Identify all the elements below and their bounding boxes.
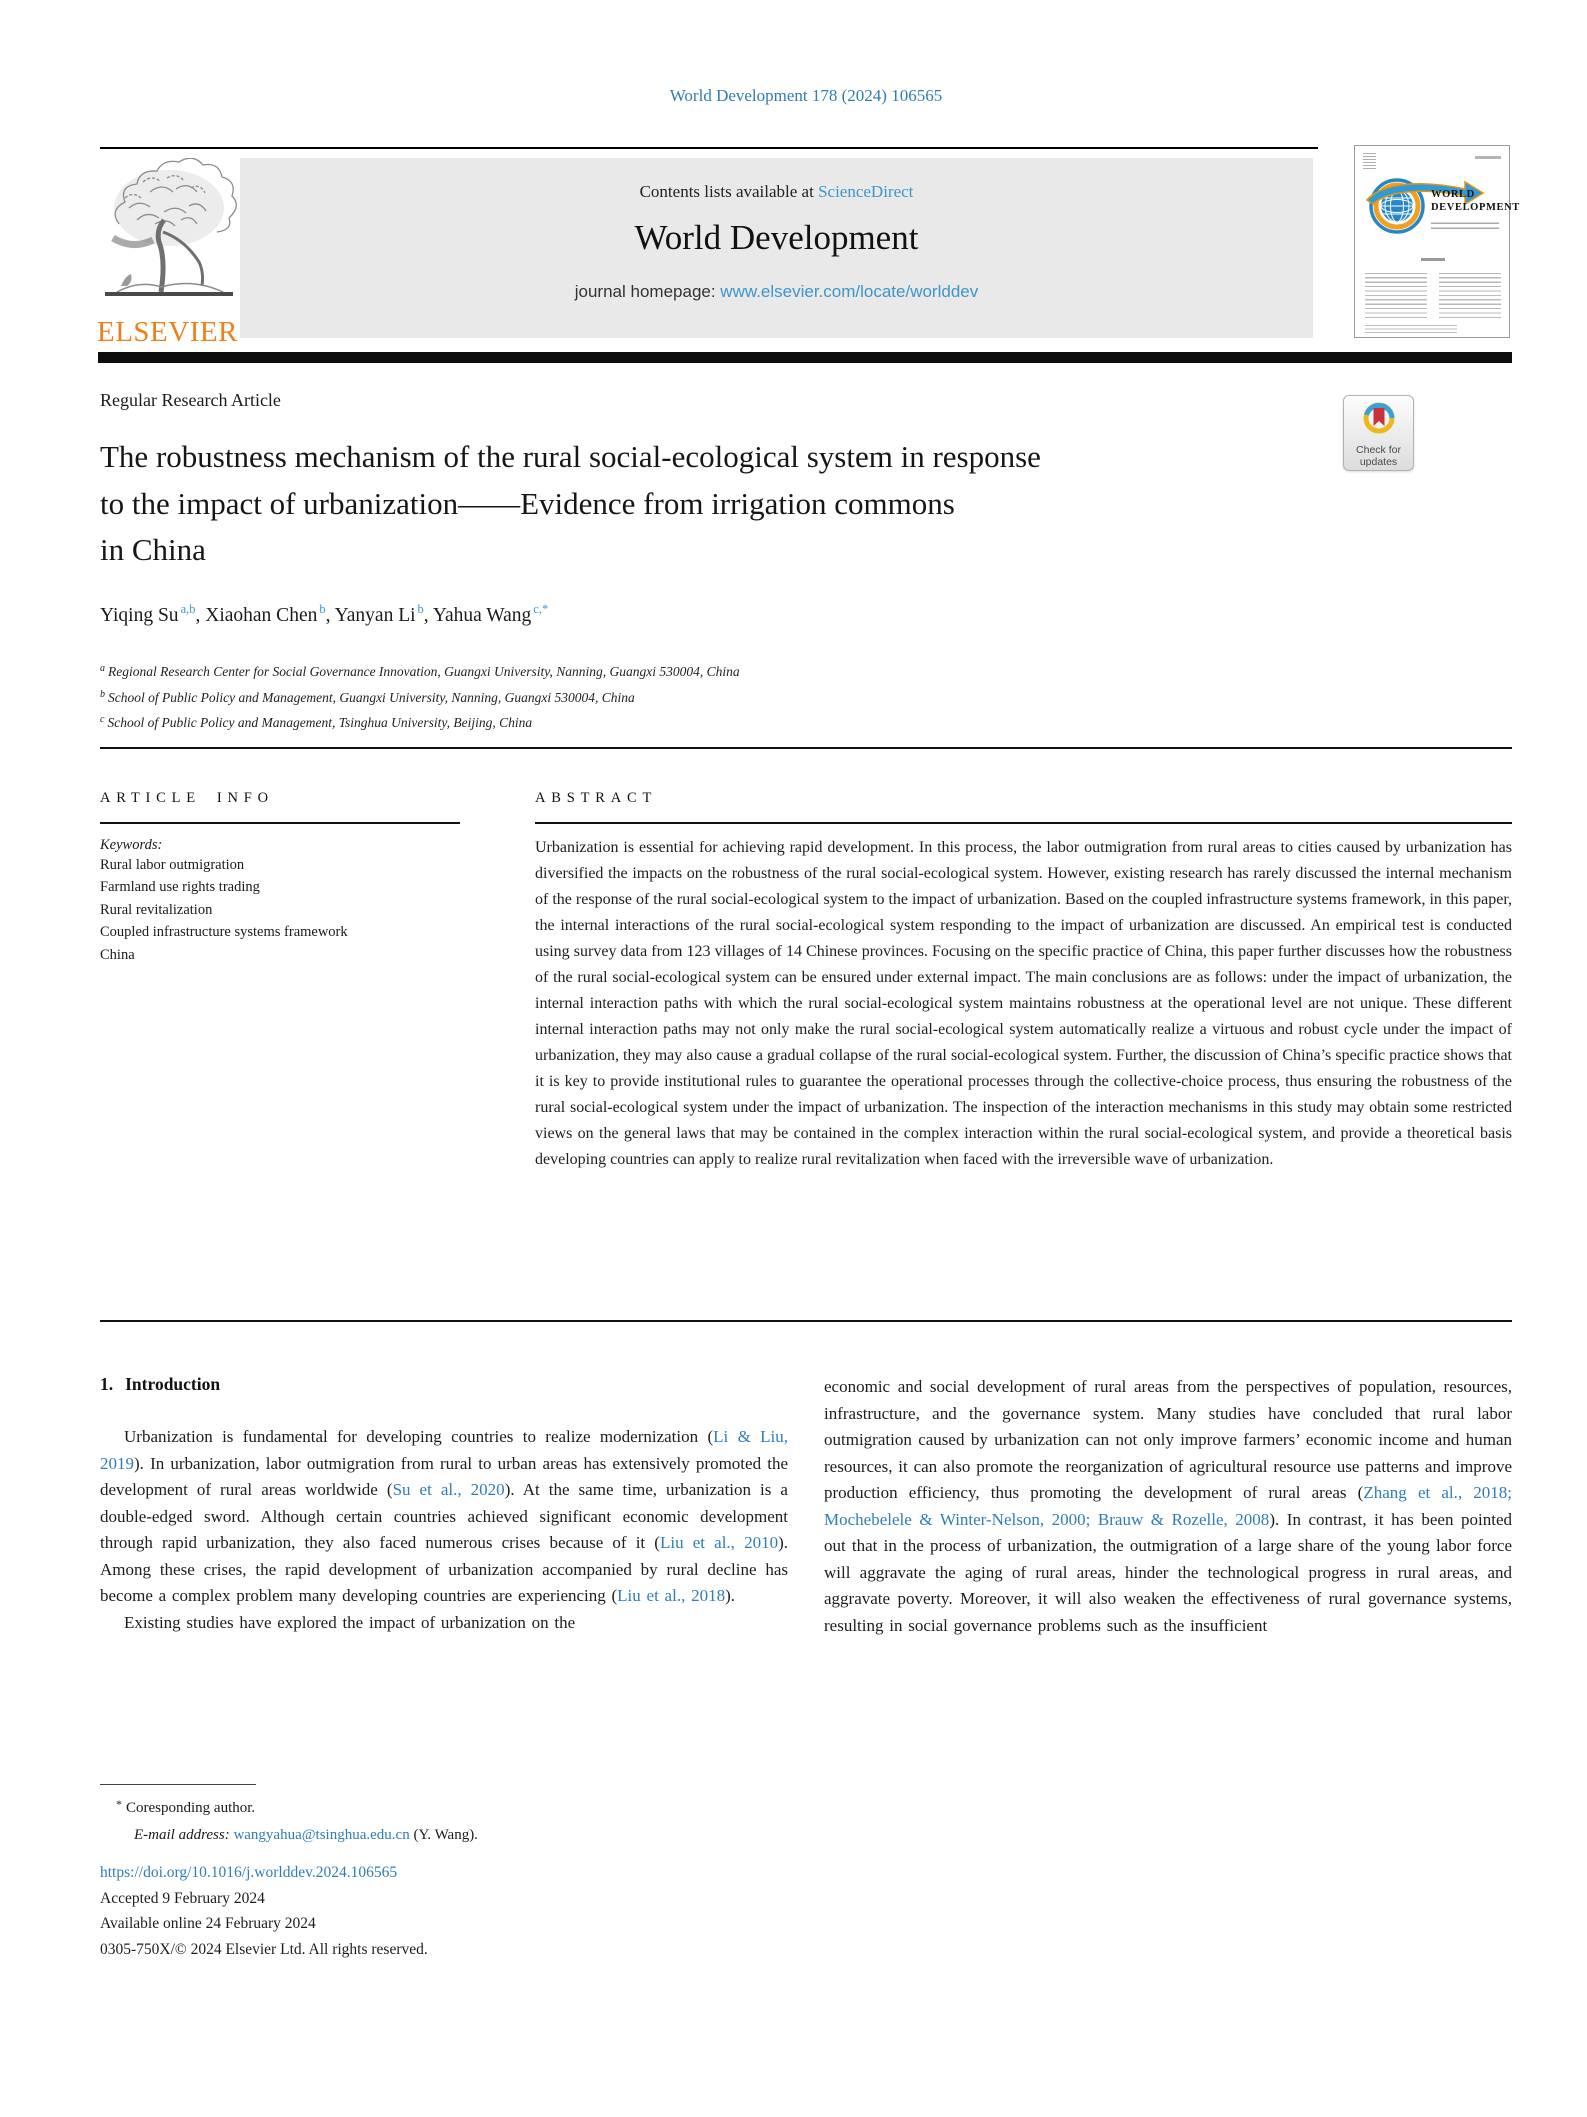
- check-badge-text: [1344, 444, 1413, 468]
- contents-line: [240, 182, 1313, 202]
- copyright-line: 0305-750X/© 2024 Elsevier Ltd. All rights reserved.: [100, 1940, 428, 1958]
- paper-title-line2: to the impact of urbanization——Evidence from irrigation commons: [100, 485, 955, 521]
- author-name: Yahua Wang: [432, 605, 532, 626]
- keyword-item: China: [100, 946, 135, 963]
- email-line: [100, 1822, 788, 1849]
- intro-paragraph: [100, 1424, 788, 1610]
- paper-title: [100, 434, 1340, 574]
- author-separator: ,: [423, 605, 433, 626]
- keyword-item: Rural labor outmigration: [100, 856, 245, 873]
- affiliation-item: [100, 658, 740, 684]
- cover-tagline-bars: [1431, 220, 1499, 229]
- author-name: Yiqing Su: [100, 605, 179, 626]
- check-for-updates-badge[interactable]: [1343, 395, 1414, 471]
- keyword-item: Farmland use rights trading: [100, 879, 260, 895]
- journal-homepage-link[interactable]: www.elsevier.com/locate/worlddev: [720, 282, 979, 301]
- journal-title: World Development: [634, 218, 919, 257]
- affiliations: [100, 658, 740, 735]
- affiliation-text: School of Public Policy and Management, Guangxi University, Nanning, Guangxi 530004, China: [108, 689, 635, 705]
- citation-link[interactable]: Liu et al., 2018: [617, 1586, 726, 1605]
- journal-citation-header: World Development 178 (2024) 106565: [669, 86, 943, 105]
- section-rule: [100, 1320, 1512, 1322]
- cover-title-line2: DEVELOPMENT: [1431, 202, 1520, 213]
- paragraph-text: ). At the same time, urbanization is a double-edged sword. Although certain countries achieved significant economic development through rapid urbanization, they also faced numerous crises because of it (: [100, 1480, 788, 1552]
- abstract-rule: [535, 822, 1512, 824]
- cover-contents-bar: [1421, 258, 1445, 261]
- article-type-label: Regular Research Article: [100, 390, 281, 410]
- paragraph-text: ).: [725, 1586, 735, 1605]
- footnote-rule: [100, 1784, 256, 1785]
- author-list: [100, 602, 548, 627]
- affiliation-item: [100, 684, 740, 710]
- section-heading-introduction: [100, 1374, 788, 1395]
- available-online-date: Available online 24 February 2024: [100, 1915, 316, 1932]
- cover-issn-bar: [1475, 156, 1501, 159]
- paragraph-text: ). In urbanization, labor outmigration from rural to urban areas has extensively promoted the development of rural areas worldwide (: [100, 1453, 788, 1499]
- elsevier-wordmark: ELSEVIER: [97, 316, 238, 348]
- citation-link[interactable]: Su et al., 2020: [392, 1480, 505, 1499]
- abstract-heading: ABSTRACT: [535, 790, 658, 806]
- author-affiliation-sup[interactable]: b: [319, 602, 326, 616]
- email-link[interactable]: wangyahua@tsinghua.edu.cn: [233, 1827, 410, 1843]
- affiliation-item: [100, 709, 740, 735]
- keyword-item: Rural revitalization: [100, 901, 213, 918]
- section-number: 1.: [100, 1374, 114, 1394]
- section-rule: [100, 747, 1512, 749]
- keywords-label: Keywords:: [100, 836, 163, 853]
- author-affiliation-sup[interactable]: a,b: [180, 602, 196, 616]
- citation-link[interactable]: Liu et al., 2010: [659, 1533, 779, 1552]
- intro-paragraph: [100, 1610, 788, 1637]
- affiliation-sup: a: [100, 663, 105, 674]
- author-affiliation-sup[interactable]: b: [417, 602, 424, 616]
- elsevier-logo[interactable]: [95, 158, 243, 348]
- intro-left-column: [100, 1374, 788, 1636]
- abstract-block: [535, 790, 1512, 1173]
- intro-paragraph: [824, 1374, 1512, 1639]
- author-separator: ,: [325, 605, 335, 626]
- journal-header-box: [240, 158, 1313, 338]
- corresponding-author-text: Coresponding author.: [126, 1800, 256, 1816]
- publication-info-block: [100, 1860, 428, 1962]
- accepted-date: Accepted 9 February 2024: [100, 1889, 265, 1907]
- author-separator: ,: [195, 605, 206, 626]
- top-rule: [100, 147, 1318, 149]
- paragraph-text: ). In contrast, it has been pointed out that in the process of urbanization, the outmigration of a large share of the young labor force will aggravate the aging of rural areas, hinder the technological progress in rural areas, and aggravate poverty. Moreover, it will also weaken the effectiveness of rural governance systems, resulting in social governance problems such as the insufficient: [824, 1509, 1512, 1635]
- article-info-block: [100, 790, 460, 966]
- affiliation-text: School of Public Policy and Management, Tsinghua University, Beijing, China: [107, 715, 533, 730]
- affiliation-text: Regional Research Center for Social Governance Innovation, Guangxi University, Nanning, Guangxi 530004, China: [108, 664, 740, 679]
- cover-toc-column: [1365, 270, 1427, 318]
- crossmark-icon: [1359, 399, 1399, 439]
- author-name: Yanyan Li: [334, 605, 416, 626]
- citation-link[interactable]: Zhang et al., 2018; Mochebelele & Winter-Nelson, 2000; Brauw & Rozelle, 2008: [824, 1483, 1512, 1529]
- sciencedirect-link[interactable]: ScienceDirect: [818, 182, 914, 201]
- paper-title-line1: The robustness mechanism of the rural social-ecological system in response: [100, 439, 1041, 474]
- journal-cover-thumbnail[interactable]: [1354, 145, 1520, 338]
- citation-link[interactable]: Li & Liu, 2019: [100, 1427, 788, 1473]
- check-badge-line1: Check for: [1356, 444, 1401, 456]
- article-info-rule: [100, 822, 460, 824]
- keyword-item: Coupled infrastructure systems framework: [100, 924, 348, 940]
- cover-title: [1431, 188, 1520, 214]
- cover-title-line1: WORLD: [1431, 189, 1475, 200]
- corresponding-author-line: [100, 1791, 788, 1822]
- intro-right-column: [824, 1374, 1512, 1639]
- doi-link[interactable]: https://doi.org/10.1016/j.worlddev.2024.106565: [100, 1864, 398, 1881]
- paragraph-text: Existing studies have explored the impact of urbanization on the: [124, 1612, 576, 1632]
- homepage-line: [240, 282, 1313, 302]
- elsevier-tree-icon: [95, 158, 243, 310]
- affiliation-sup: c: [100, 714, 105, 725]
- paper-title-line3: in China: [100, 532, 206, 567]
- homepage-prefix: journal homepage:: [574, 282, 721, 301]
- cover-toc-column: [1439, 270, 1501, 318]
- author-affiliation-sup[interactable]: c,*: [533, 602, 549, 616]
- paragraph-text: Urbanization is fundamental for developing countries to realize modernization (: [124, 1427, 714, 1446]
- header-divider-bar: [98, 352, 1512, 363]
- article-info-heading: ARTICLE INFO: [100, 790, 274, 806]
- corresponding-author-footnote: [100, 1784, 788, 1849]
- asterisk: *: [116, 1797, 122, 1811]
- cover-footer-bars: [1365, 322, 1457, 333]
- paragraph-text: ). Among these crises, the rapid development of urbanization accompanied by rural decline has become a complex problem many developing countries are experiencing (: [100, 1533, 788, 1605]
- paragraph-text: economic and social development of rural areas from the perspectives of population, resources, infrastructure, and the governance system. Many studies have concluded that rural labor outmigration caused by urbanization can not only improve farmers’ economic income and human resources, it can also promote the reorganization of agricultural resource use patterns and improve production efficiency, thus promoting the development of rural areas (: [824, 1377, 1512, 1502]
- email-label: E-mail address:: [134, 1827, 230, 1843]
- cover-elsevier-mark: [1363, 153, 1376, 169]
- author-name: Xiaohan Chen: [205, 605, 318, 626]
- contents-prefix: Contents lists available at: [639, 182, 819, 201]
- check-badge-line2: updates: [1359, 456, 1398, 468]
- section-title: Introduction: [125, 1374, 221, 1394]
- email-suffix: (Y. Wang).: [409, 1827, 478, 1843]
- abstract-text: Urbanization is essential for achieving rapid development. In this process, the labor outmigration from rural areas to cities caused by urbanization has diversified the impacts on the robustness of the rural social-ecological system. However, existing research has rarely discussed the internal mechanism of the response of the rural social-ecological system to the impact of urbanization. Based on the coupled infrastructure systems framework, in this paper, the internal interactions of the rural social-ecological system responding to the impact of urbanization are discussed. An empirical test is conducted using survey data from 123 villages of 14 Chinese provinces. Focusing on the specific practice of China, this paper further discusses how the robustness of the rural social-ecological system can be ensured under external impact. The main conclusions are as follows: under the impact of urbanization, the internal interaction paths with which the rural social-ecological system maintains robustness at the operational level are not unique. These different internal interaction paths may not only make the rural social-ecological system automatically realize a virtuous and robust cycle under the impact of urbanization, they may also cause a gradual collapse of the rural social-ecological system. Further, the discussion of China’s specific practice shows that it is key to provide institutional rules to guarantee the operational processes through the collective-choice process, thus ensuring the robustness of the rural social-ecological system under the impact of urbanization. The inspection of the interaction mechanisms in this study may obtain some restricted views on the general laws that may be contained in the complex interaction within the rural social-ecological system, and provide a theoretical basis developing countries can apply to realize rural revitalization when faced with the irreversible wave of urbanization.: [535, 838, 1512, 1168]
- affiliation-sup: b: [100, 688, 105, 700]
